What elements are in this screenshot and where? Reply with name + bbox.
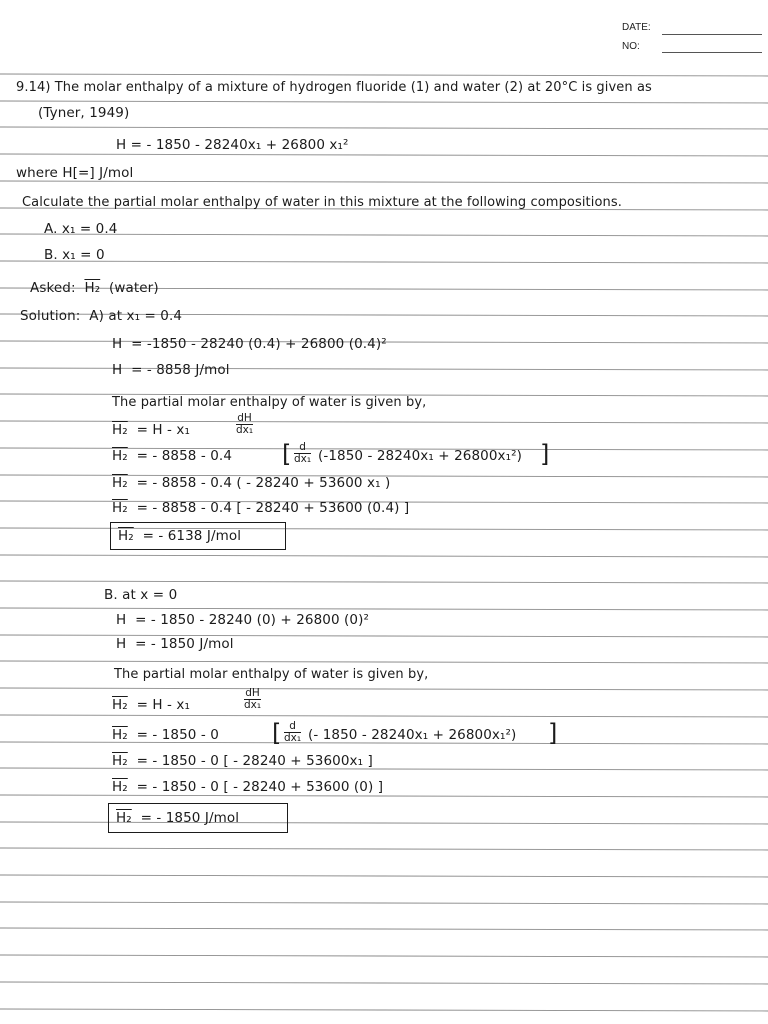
part-a-h-calc-rhs: = -1850 - 28240 (0.4) + 26800 (0.4)² [131, 336, 387, 352]
part-b-formula [112, 697, 190, 713]
part-b-formula-lhs: H₂ [112, 697, 128, 713]
part-b-h-calc-lhs: H [116, 612, 127, 628]
part-a-dh-dx-fraction [236, 413, 253, 436]
part-b-h-calc-rhs: = - 1850 - 28240 (0) + 26800 (0)² [135, 612, 369, 628]
part-b-formula-rhs: = H - x₁ [136, 697, 190, 713]
ruled-line [0, 902, 768, 904]
ruled-line [0, 928, 768, 930]
asked-text: (water) [109, 280, 159, 296]
part-a-step3-rhs: = - 8858 - 0.4 [ - 28240 + 53600 (0.4) ] [136, 500, 410, 516]
ruled-line [0, 795, 768, 797]
ruled-line [0, 848, 768, 850]
problem-line-1: 9.14) The molar enthalpy of a mixture of hydrogen fluoride (1) and water (2) at 20°C is given as [16, 80, 652, 95]
part-b-step2-lhs: H₂ [112, 753, 128, 769]
ruled-line [0, 581, 768, 583]
ruled-line [0, 875, 768, 877]
part-a-h-calc-lhs: H [112, 336, 123, 352]
problem-equation [116, 137, 349, 153]
part-b-result [116, 810, 239, 826]
asked-variable: H₂ [84, 280, 101, 296]
part-a-result-rhs: = - 6138 J/mol [142, 528, 242, 544]
no-label: NO: [622, 41, 640, 52]
part-a-formula-rhs: = H - x₁ [136, 422, 190, 438]
part-a-step1-a: = - 8858 - 0.4 [136, 448, 233, 464]
solution-label: Solution: [20, 308, 81, 324]
ruled-line [0, 127, 768, 129]
part-b-d-dx-fraction [284, 721, 301, 744]
part-a-step-1 [112, 448, 232, 464]
part-b-step1-b: (- 1850 - 28240x₁ + 26800x₁²) [308, 727, 517, 743]
part-b-d-den: dx₁ [284, 732, 302, 744]
problem-where: where H[=] J/mol [16, 165, 134, 181]
part-a-step1-b: (-1850 - 28240x₁ + 26800x₁²) [318, 448, 523, 464]
part-a-formula [112, 422, 190, 438]
ruled-line [0, 154, 768, 156]
part-a-bracket-close: ] [540, 440, 550, 468]
part-a-step2-lhs: H₂ [112, 475, 128, 491]
part-a-step2-rhs: = - 8858 - 0.4 ( - 28240 + 53600 x₁ ) [136, 475, 391, 491]
ruled-line [0, 608, 768, 610]
ruled-line [0, 101, 768, 103]
part-a-intro: The partial molar enthalpy of water is given by, [112, 395, 427, 410]
problem-task: Calculate the partial molar enthalpy of water in this mixture at the following compositions. [22, 195, 622, 210]
part-b-h-value-rhs: = - 1850 J/mol [135, 636, 234, 652]
asked-line [30, 280, 159, 296]
part-b-step-2 [112, 753, 373, 769]
part-a-d-den: dx₁ [294, 453, 312, 465]
ruled-line [0, 181, 768, 183]
ruled-line [0, 1009, 768, 1011]
part-b-step3-rhs: = - 1850 - 0 [ - 28240 + 53600 (0) ] [136, 779, 384, 795]
part-a-d-num: d [294, 442, 311, 454]
ruled-line [0, 661, 768, 663]
part-a-bracket-open: [ [282, 440, 292, 468]
part-b-bracket-close: ] [548, 719, 558, 747]
part-a-step-3 [112, 500, 409, 516]
part-a-result [118, 528, 241, 544]
part-a-frac-num: dH [237, 412, 252, 424]
part-b-result-rhs: = - 1850 J/mol [140, 810, 240, 826]
part-b-step2-rhs: = - 1850 - 0 [ - 28240 + 53600x₁ ] [136, 753, 373, 769]
part-a-h-value [112, 362, 230, 378]
part-a-formula-lhs: H₂ [112, 422, 128, 438]
problem-eq-lhs: H [116, 137, 127, 153]
solution-a-heading-line [20, 308, 182, 324]
ruled-line [0, 688, 768, 690]
part-b-frac-num: dH [245, 687, 260, 699]
part-b-step-3 [112, 779, 383, 795]
part-a-result-lhs: H₂ [118, 528, 134, 544]
ruled-line [0, 261, 768, 263]
part-b-bracket-open: [ [272, 719, 282, 747]
problem-case-b: B. x₁ = 0 [44, 247, 105, 263]
part-b-frac-den: dx₁ [244, 699, 262, 711]
part-a-heading: A) at x₁ = 0.4 [89, 308, 183, 324]
ruled-line [0, 982, 768, 984]
part-b-step1-a: = - 1850 - 0 [136, 727, 219, 743]
problem-line-2: (Tyner, 1949) [38, 105, 130, 121]
no-line [662, 52, 762, 53]
part-b-h-value [116, 636, 234, 652]
ruled-line [0, 715, 768, 717]
part-a-frac-den: dx₁ [236, 424, 254, 436]
part-a-d-dx-fraction [294, 442, 311, 465]
problem-case-a: A. x₁ = 0.4 [44, 221, 118, 237]
part-a-step1-lhs: H₂ [112, 448, 128, 464]
date-label: DATE: [622, 22, 651, 33]
ruled-line [0, 74, 768, 76]
ruled-line [0, 555, 768, 557]
part-a-h-value-rhs: = - 8858 J/mol [131, 362, 230, 378]
part-b-h-calc [116, 612, 369, 628]
part-a-h-value-lhs: H [112, 362, 123, 378]
part-b-dh-dx-fraction [244, 688, 261, 711]
part-b-d-num: d [284, 721, 301, 733]
date-line [662, 34, 762, 35]
part-b-h-value-lhs: H [116, 636, 127, 652]
part-b-step3-lhs: H₂ [112, 779, 128, 795]
part-b-result-lhs: H₂ [116, 810, 132, 826]
part-a-step3-lhs: H₂ [112, 500, 128, 516]
ruled-line [0, 955, 768, 957]
part-b-step-1 [112, 727, 219, 743]
problem-eq-rhs: = - 1850 - 28240x₁ + 26800 x₁² [130, 137, 349, 153]
part-a-step-2 [112, 475, 390, 491]
part-b-heading: B. at x = 0 [104, 587, 178, 603]
asked-label: Asked: [30, 280, 76, 296]
part-b-intro: The partial molar enthalpy of water is given by, [114, 667, 429, 682]
part-a-h-calc [112, 336, 387, 352]
part-b-step1-lhs: H₂ [112, 727, 128, 743]
